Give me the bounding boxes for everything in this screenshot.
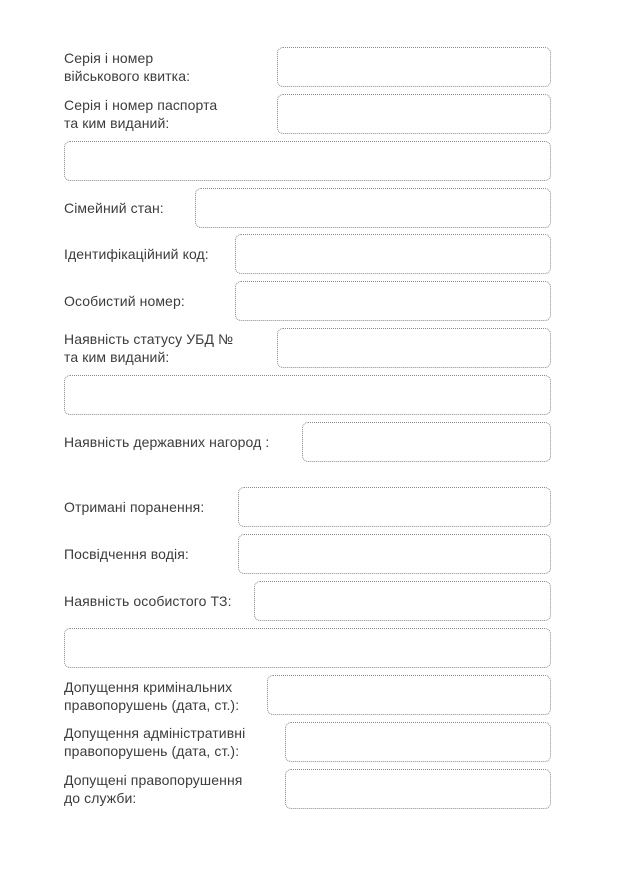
- admin-offenses-label: Допущення адміністративні правопорушень (дата, ст.):: [64, 725, 246, 759]
- state-awards-label: Наявність державних нагород :: [64, 434, 270, 450]
- criminal-offenses-field[interactable]: [267, 675, 551, 715]
- personal-number-label: Особистий номер:: [64, 293, 185, 309]
- marital-status-field[interactable]: [195, 188, 551, 228]
- admin-offenses-field[interactable]: [285, 722, 551, 762]
- ubd-status-label: Наявність статусу УБД № та ким виданий:: [64, 331, 234, 365]
- ubd-status-field[interactable]: [277, 328, 551, 368]
- vehicle-details-field[interactable]: [64, 628, 551, 668]
- passport-field[interactable]: [277, 94, 551, 134]
- drivers-license-label: Посвідчення водія:: [64, 546, 189, 562]
- personal-vehicle-field[interactable]: [254, 581, 551, 621]
- military-id-field[interactable]: [277, 47, 551, 87]
- criminal-offenses-label: Допущення кримінальних правопорушень (дата, ст.):: [64, 679, 240, 713]
- state-awards-field[interactable]: [302, 422, 551, 462]
- military-id-label: Серія і номер військового квитка:: [64, 50, 191, 84]
- personal-vehicle-label: Наявність особистого ТЗ:: [64, 593, 232, 609]
- injuries-label: Отримані поранення:: [64, 499, 205, 515]
- prior-offenses-label: Допущені правопорушення до служби:: [64, 772, 243, 806]
- injuries-field[interactable]: [238, 487, 551, 527]
- prior-offenses-field[interactable]: [285, 769, 551, 809]
- marital-status-label: Сімейний стан:: [64, 200, 164, 216]
- tax-id-label: Ідентифікаційний код:: [64, 246, 209, 262]
- ubd-issuer-field[interactable]: [64, 375, 551, 415]
- passport-label: Серія і номер паспорта та ким виданий:: [64, 97, 218, 131]
- tax-id-field[interactable]: [235, 234, 551, 274]
- personal-number-field[interactable]: [235, 281, 551, 321]
- drivers-license-field[interactable]: [238, 534, 551, 574]
- passport-issuer-field[interactable]: [64, 141, 551, 181]
